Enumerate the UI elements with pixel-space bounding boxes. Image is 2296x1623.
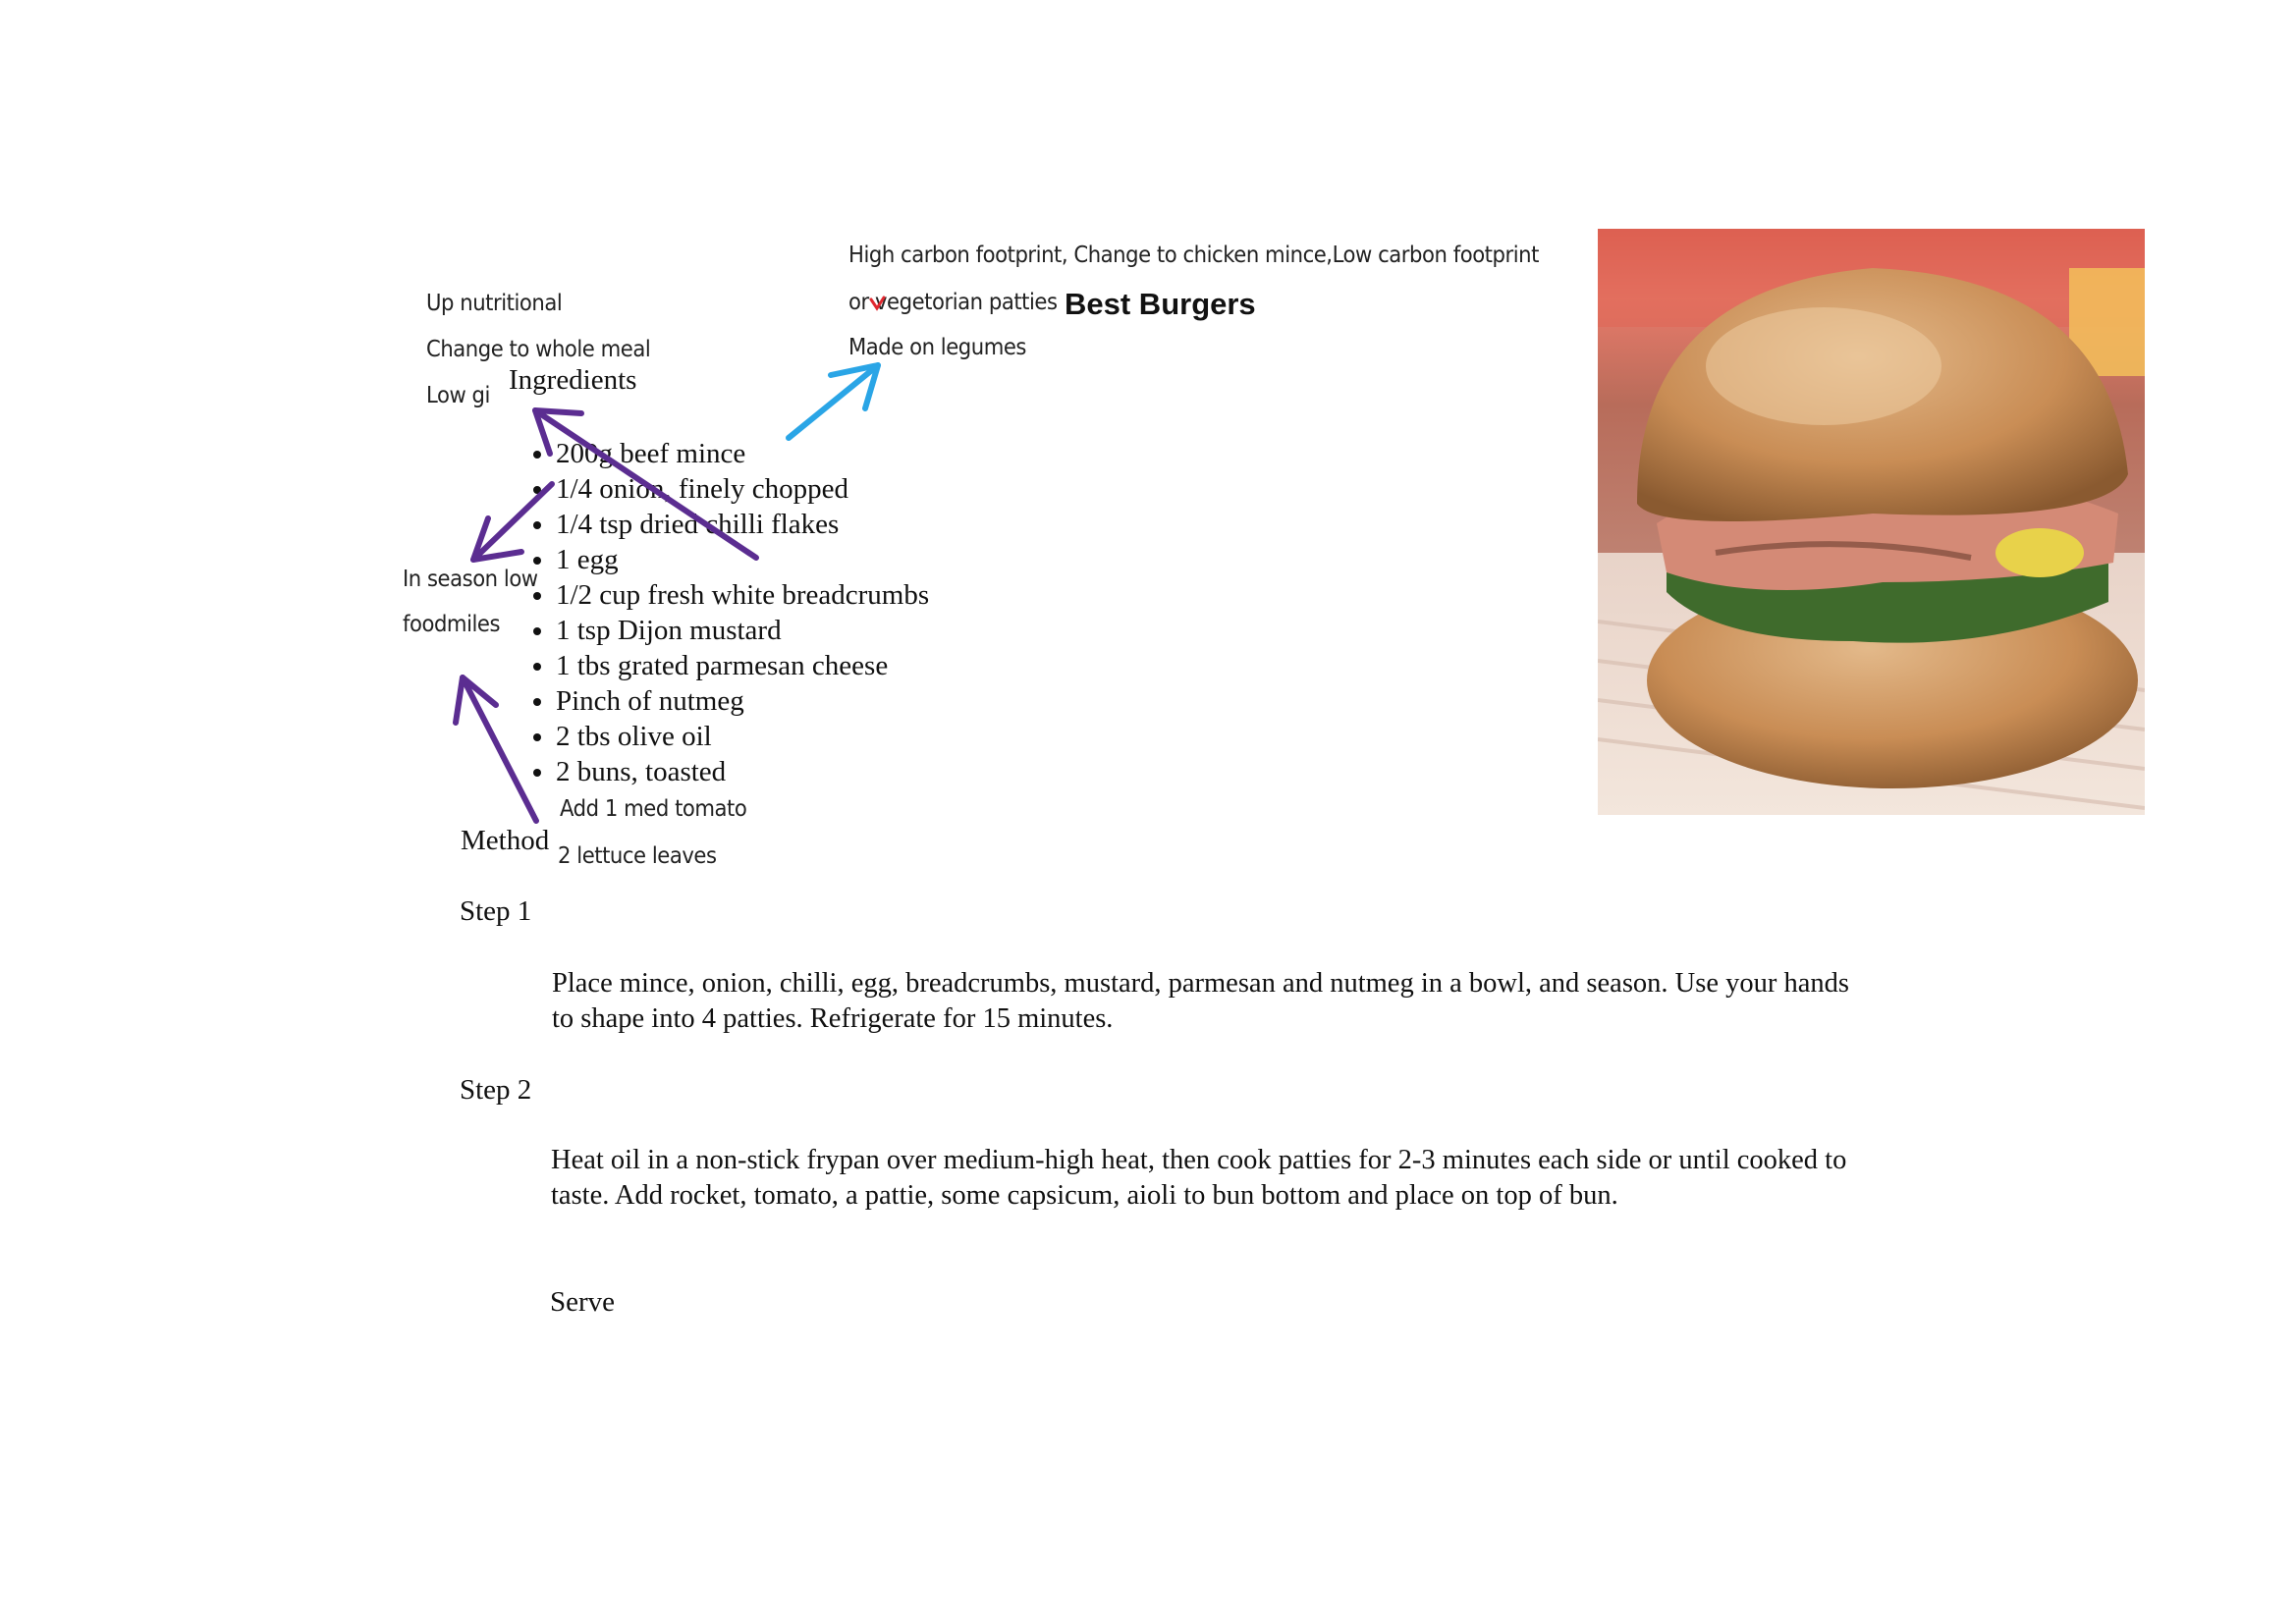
season-note-line1: In season low	[403, 567, 538, 592]
nutrition-note-line3: Low gi	[426, 383, 490, 408]
blue-arrow-to-legumes-note-icon	[789, 365, 878, 438]
ingredient-item: • Pinch of nutmeg	[556, 683, 929, 719]
ingredient-item: • 1 egg	[556, 542, 929, 577]
step1-text: Place mince, onion, chilli, egg, breadcrumbs, mustard, parmesan and nutmeg in a bowl, and season. Use your hands to shape into 4 patties. Refrigerate for 15 minutes.	[552, 968, 1849, 1034]
nutrition-note-line2: Change to whole meal	[426, 337, 651, 362]
ingredient-item: • 1/4 onion, finely chopped	[556, 471, 929, 507]
step1-label: Step 1	[460, 895, 532, 927]
carbon-note-line1: High carbon footprint, Change to chicken mince,Low carbon footprint	[848, 243, 1539, 268]
ingredient-item: • 1/4 tsp dried chilli flakes	[556, 507, 929, 542]
ingredient-item: • 1/2 cup fresh white breadcrumbs	[556, 577, 929, 613]
ingredient-item: • 1 tbs grated parmesan cheese	[556, 648, 929, 683]
carbon-note-line2: or vegetorian patties	[848, 290, 1058, 315]
ingredient-item: • 200g beef mince	[556, 436, 929, 471]
method-heading: Method	[461, 825, 550, 856]
nutrition-note-line1: Up nutritional	[426, 291, 563, 316]
ingredient-item: • 2 buns, toasted	[556, 754, 929, 789]
recipe-title: Best Burgers	[1065, 287, 1256, 321]
step2-text: Heat oil in a non-stick frypan over medium-high heat, then cook patties for 2-3 minutes each side or until cooked to taste. Add rocket, tomato, a pattie, some capsicum, aioli to bun bottom and place on top of bun.	[551, 1145, 1847, 1211]
added-ingredient-tomato: Add 1 med tomato	[560, 796, 747, 822]
purple-arrow-to-season-note-icon	[473, 484, 552, 560]
red-tick-icon	[871, 298, 884, 308]
ingredients-heading: Ingredients	[509, 364, 637, 396]
season-note-line2: foodmiles	[403, 612, 501, 637]
ingredient-item: • 1 tsp Dijon mustard	[556, 613, 929, 648]
ingredient-item: • 2 tbs olive oil	[556, 719, 929, 754]
purple-arrow-from-method-icon	[456, 677, 536, 821]
serve-label: Serve	[550, 1286, 616, 1318]
added-ingredient-lettuce: 2 lettuce leaves	[558, 843, 717, 869]
carbon-note-line3: Made on legumes	[848, 335, 1026, 360]
step2-label: Step 2	[460, 1074, 532, 1106]
purple-arrow-to-ingredients-icon	[535, 410, 756, 558]
